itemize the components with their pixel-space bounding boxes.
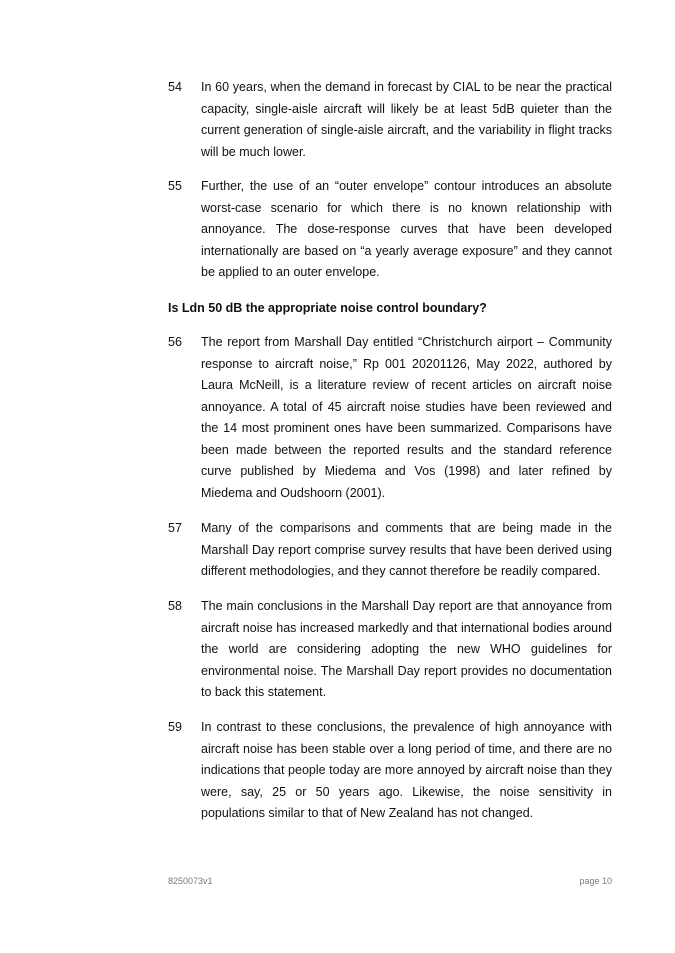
paragraph-text: The main conclusions in the Marshall Day report are that annoyance from aircraft noise has increased markedly and that international bodies around the world are considering adopting the new WHO guidelines for environmental noise. The Marshall Day report provides no documentation to back this statement. xyxy=(201,599,612,699)
paragraph-text: In 60 years, when the demand in forecast by CIAL to be near the practical capacity, single-aisle aircraft will likely be at least 5dB quieter than the current generation of single-aisle aircraft, and the variability in flight tracks will be much lower. xyxy=(201,80,612,159)
paragraph-text: Further, the use of an “outer envelope” contour introduces an absolute worst-case scenario for which there is no known relationship with annoyance. The dose-response curves that have been developed internationally are based on “a yearly average exposure” and they cannot be applied to an outer envelope. xyxy=(201,179,612,279)
paragraph-number: 56 xyxy=(168,335,182,349)
paragraph-text: The report from Marshall Day entitled “Christchurch airport – Community response to aircraft noise,” Rp 001 20201126, May 2022, authored by Laura McNeill, is a literature review of recent articles on aircraft noise annoyance. A total of 45 aircraft noise studies have been reviewed and the 14 most prominent ones have been summarized. Comparisons have been made between the reported results and the standard reference curve published by Miedema and Vos (1998) and later refined by Miedema and Oudshoorn (2001). xyxy=(201,335,612,500)
paragraph-56 xyxy=(168,332,612,504)
paragraph-number: 54 xyxy=(168,80,182,94)
section-heading: Is Ldn 50 dB the appropriate noise control boundary? xyxy=(168,301,487,315)
paragraph-57 xyxy=(168,518,612,583)
paragraph-55 xyxy=(168,176,612,284)
page-number: page 10 xyxy=(579,876,612,886)
paragraph-54 xyxy=(168,77,612,163)
paragraph-58 xyxy=(168,596,612,704)
paragraph-number: 58 xyxy=(168,599,182,613)
paragraph-number: 59 xyxy=(168,720,182,734)
document-id: 8250073v1 xyxy=(168,876,213,886)
paragraph-text: Many of the comparisons and comments that are being made in the Marshall Day report comprise survey results that have been derived using different methodologies, and they cannot therefore be readily compared. xyxy=(201,521,612,578)
paragraph-number: 55 xyxy=(168,179,182,193)
paragraph-number: 57 xyxy=(168,521,182,535)
paragraph-text: In contrast to these conclusions, the prevalence of high annoyance with aircraft noise has been stable over a long period of time, and there are no indications that people today are more annoyed by aircraft noise than they were, say, 25 or 50 years ago. Likewise, the noise sensitivity in populations similar to that of New Zealand has not changed. xyxy=(201,720,612,820)
paragraph-59 xyxy=(168,717,612,825)
